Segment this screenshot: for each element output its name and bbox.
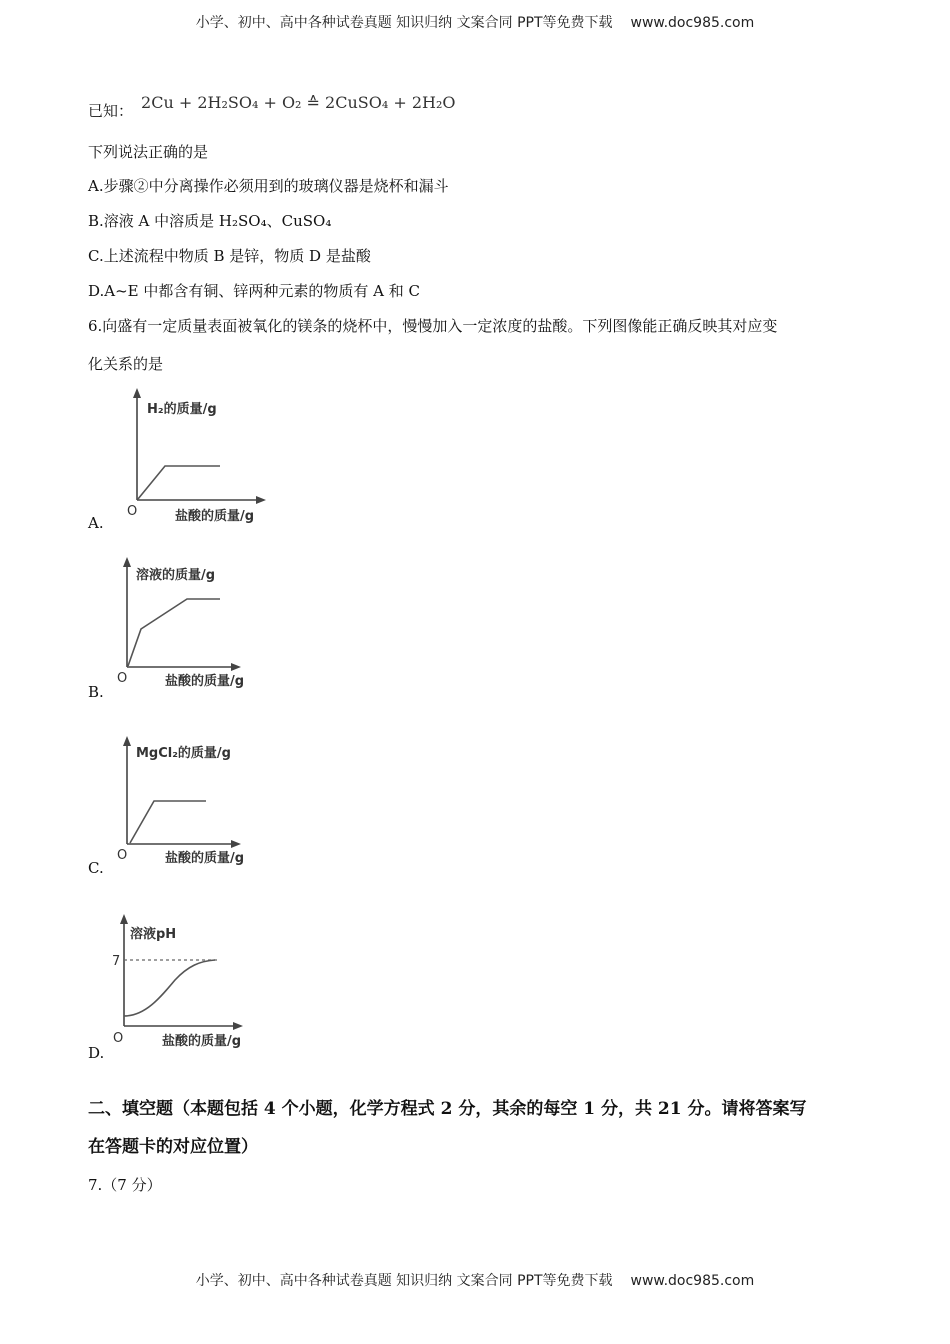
graph-a bbox=[110, 385, 280, 530]
graph-d bbox=[100, 908, 270, 1058]
known-label: 已知： bbox=[88, 102, 134, 120]
graph-a-origin: O bbox=[127, 504, 138, 519]
q5-option-d: D.A~E 中都含有铜、锌两种元素的物质有 A 和 C bbox=[88, 282, 420, 300]
graph-d-letter: D. bbox=[88, 1044, 105, 1062]
footer-url[interactable]: www.doc985.com bbox=[630, 1273, 755, 1289]
known-equation: 2Cu + 2H₂SO₄ + O₂ ≙ 2CuSO₄ + 2H₂O bbox=[141, 93, 456, 112]
graph-d-ytick: 7 bbox=[112, 954, 121, 969]
graph-b-origin: O bbox=[117, 671, 128, 686]
graph-c-ylabel: MgCl₂的质量/g bbox=[136, 746, 231, 761]
q5-option-b: B.溶液 A 中溶质是 H₂SO₄、CuSO₄ bbox=[88, 212, 332, 230]
header-text: 小学、初中、高中各种试卷真题 知识归纳 文案合同 PPT等免费下载 bbox=[195, 15, 613, 31]
graph-b-letter: B. bbox=[88, 683, 104, 701]
graph-b-xlabel: 盐酸的质量/g bbox=[165, 674, 245, 689]
graph-a-ylabel: H₂的质量/g bbox=[147, 402, 217, 417]
q6-stem-line2: 化关系的是 bbox=[88, 355, 164, 373]
graph-a-curve bbox=[138, 466, 220, 499]
graph-d-curve bbox=[124, 960, 215, 1016]
graph-c-x-arrow bbox=[231, 840, 241, 848]
graph-a-letter: A. bbox=[88, 514, 104, 532]
graph-b bbox=[100, 553, 270, 698]
section2-heading bbox=[88, 1090, 878, 1166]
graph-d-y-arrow bbox=[120, 914, 128, 924]
graph-c-xlabel: 盐酸的质量/g bbox=[165, 851, 245, 866]
q6-stem-line1: 6.向盛有一定质量表面被氧化的镁条的烧杯中，慢慢加入一定浓度的盐酸。下列图像能正确反映其对应变 bbox=[88, 317, 778, 335]
section2-line1: 二、填空题（本题包括 4 个小题，化学方程式 2 分，其余的每空 1 分，共 21 分。请将答案写 bbox=[88, 1099, 807, 1119]
graph-d-xlabel: 盐酸的质量/g bbox=[162, 1034, 242, 1049]
section2-line2: 在答题卡的对应位置） bbox=[88, 1137, 258, 1157]
known-line bbox=[88, 93, 456, 121]
q5-stem: 下列说法正确的是 bbox=[88, 143, 209, 161]
graph-d-x-arrow bbox=[233, 1022, 243, 1030]
graph-d-ylabel: 溶液pH bbox=[130, 927, 177, 942]
graph-c-y-arrow bbox=[123, 736, 131, 746]
graph-a-x-arrow bbox=[256, 496, 266, 504]
graph-c bbox=[100, 730, 270, 875]
graph-b-curve bbox=[128, 599, 220, 666]
graph-c-curve bbox=[130, 801, 206, 843]
graph-d-origin: O bbox=[113, 1031, 124, 1046]
graph-a-xlabel: 盐酸的质量/g bbox=[175, 509, 255, 524]
graph-c-letter: C. bbox=[88, 859, 104, 877]
graph-b-x-arrow bbox=[231, 663, 241, 671]
graph-a-y-arrow bbox=[133, 388, 141, 398]
page-header bbox=[0, 12, 950, 32]
header-url[interactable]: www.doc985.com bbox=[630, 15, 755, 31]
q5-option-c: C.上述流程中物质 B 是锌，物质 D 是盐酸 bbox=[88, 247, 371, 265]
page-footer bbox=[0, 1270, 950, 1290]
q5-option-a: A.步骤②中分离操作必须用到的玻璃仪器是烧杯和漏斗 bbox=[88, 177, 449, 195]
footer-text: 小学、初中、高中各种试卷真题 知识归纳 文案合同 PPT等免费下载 bbox=[195, 1273, 613, 1289]
graph-b-y-arrow bbox=[123, 557, 131, 567]
graph-c-origin: O bbox=[117, 848, 128, 863]
q7-label: 7.（7 分） bbox=[88, 1176, 162, 1194]
graph-b-ylabel: 溶液的质量/g bbox=[136, 568, 216, 583]
